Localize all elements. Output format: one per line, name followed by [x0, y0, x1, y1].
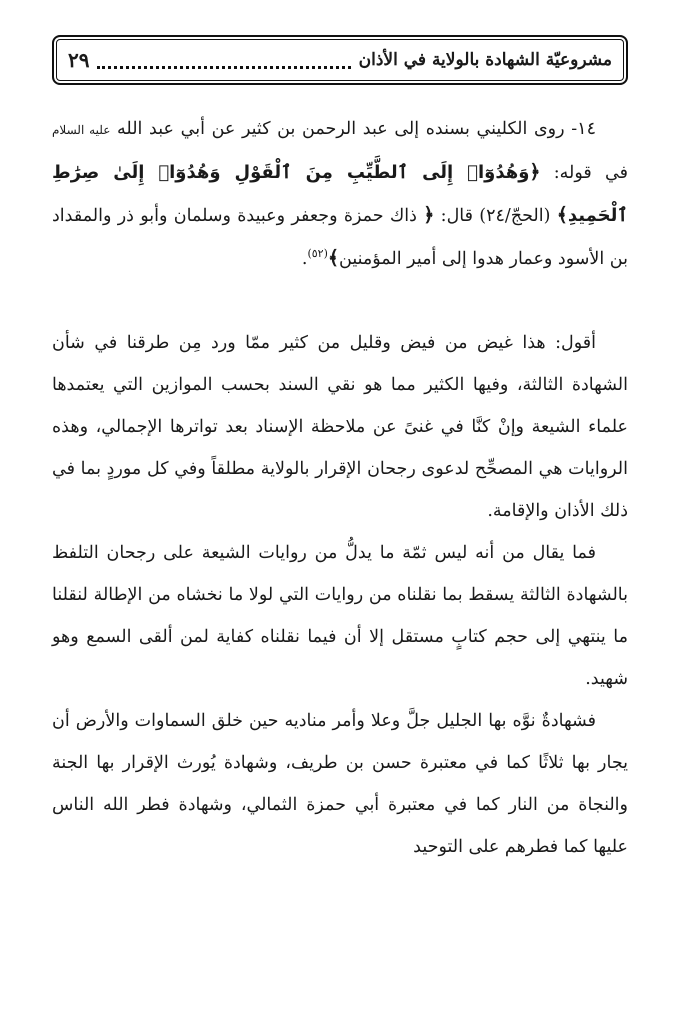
hadith-intro: روى الكليني بسنده إلى عبد الرحمن بن كثير عن أبي عبد الله — [117, 119, 565, 139]
page-number: ٢٩ — [68, 48, 90, 72]
quran-verse: وَهُدُوٓا۟ إِلَى ٱلطَّيِّبِ مِنَ ٱلْقَوْلِ وَهُدُوٓا۟ إِلَىٰ صِرَٰطِ ٱلْحَمِيدِ — [52, 162, 628, 226]
said-label: قال: — [440, 206, 473, 226]
hadith-paragraph — [52, 108, 628, 280]
body-paragraph: أقول: هذا غيض من فيض وقليل من كثير ممّا ورد مِن طرقنا في شأن الشهادة الثالثة، وفيها الكثير مما هو نقي السند بحسب الموازين التي يعتمدها علماء الشيعة وإنْ كنَّا في غنىً عن ملاحظة الإسناد بعد تواترها الإجمالي، وهذه الروايات هي المصحِّح لدعوى رجحان الإقرار بالولاية مطلقاً وفي كل موردٍ بما في ذلك الأذان والإقامة. — [52, 333, 628, 521]
quote-text: ذاك حمزة وجعفر وعبيدة وسلمان وأبو ذر والمقداد بن الأسود وعمار هدوا إلى أمير المؤمنين — [52, 206, 628, 269]
pbuh-glyph: عليه السلام — [52, 123, 111, 137]
body-paragraph: فشهادةٌ نوَّه بها الجليل جلَّ وعلا وأمر مناديه حين خلق السماوات والأرض أن يجار بها ثلاثًا كما في معتبرة حسن بن طريف، وشهادة يُورث الإقرار بها الجنة والنجاة من النار كما في معتبرة أبي حمزة الثمالي، وشهادة فطر الله الناس عليها كما فطرهم على التوحيد — [52, 711, 628, 857]
page-body — [52, 108, 628, 868]
footnote-marker: (٥٢) — [307, 247, 328, 261]
verse-close-bracket: ﴾ — [556, 204, 568, 226]
quote-close-bracket: ﴾ — [327, 247, 339, 269]
quote-open-bracket: ﴿ — [423, 204, 435, 226]
leader-dots — [97, 64, 350, 69]
in-his-saying: في قوله: — [553, 163, 628, 183]
page-header — [52, 35, 628, 85]
sentence-end: . — [301, 249, 308, 269]
body-paragraph: فما يقال من أنه ليس ثمّة ما يدلُّ من روايات الشيعة على رجحان التلفظ بالشهادة الثالثة يسقط بما نقلناه من روايات التي لولا ما نخشاه من الإطالة لنقلنا ما ينتهي إلى حجم كتابٍ مستقل إلا أن فيما نقلناه كفاية لمن ألقى السمع وهو شهيد. — [52, 543, 628, 689]
hadith-number: ١٤- — [571, 119, 596, 139]
verse-reference: (الحجّ/٢٤) — [479, 206, 551, 226]
running-title: مشروعيّة الشهادة بالولاية في الأذان — [358, 50, 612, 70]
verse-open-bracket: ﴿ — [529, 161, 541, 183]
